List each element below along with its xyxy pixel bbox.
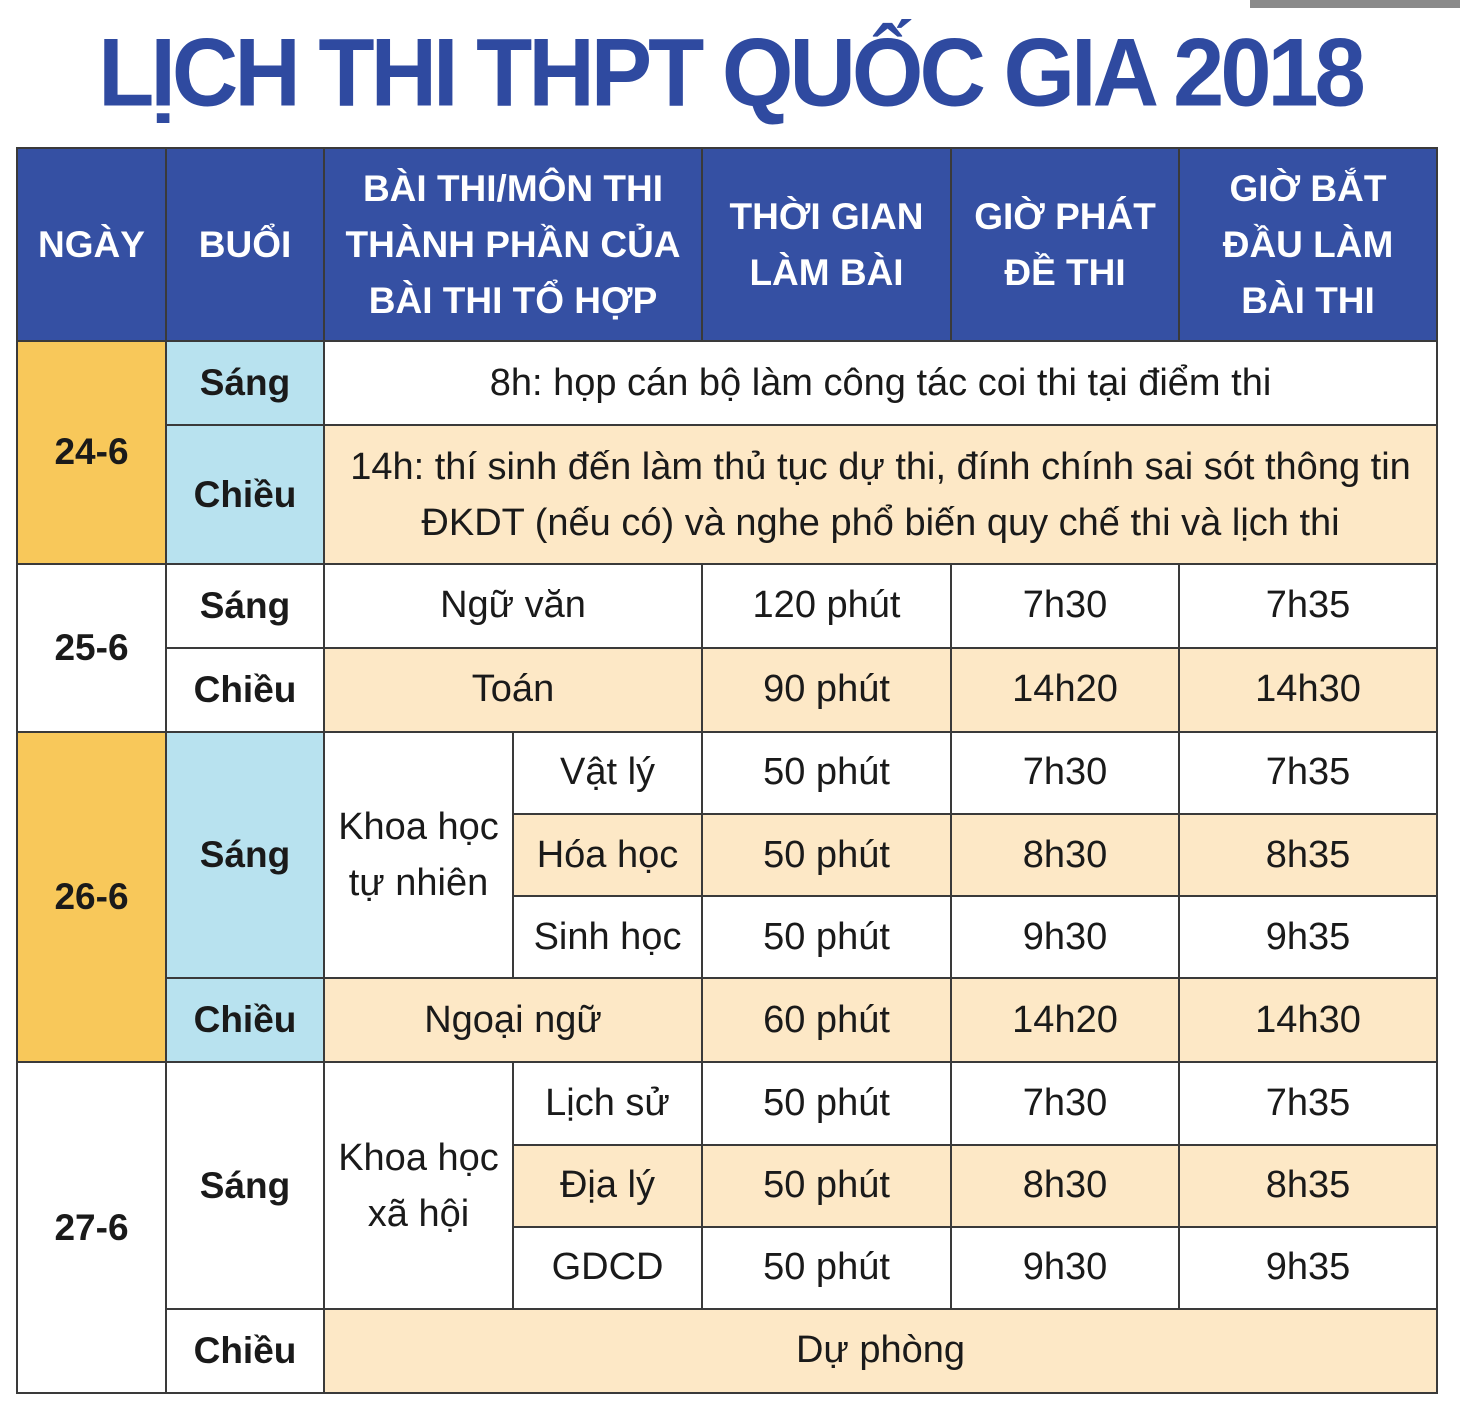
subject-group-line: xã hội [367,1192,470,1235]
header-subject [324,148,702,341]
note-line: ĐKDT (nếu có) và nghe phổ biến quy chế thi và lịch thi [421,501,1340,544]
header-start-line: BÀI THI [1241,279,1375,321]
duration-cell: 60 phút [702,978,951,1062]
duration-cell: 50 phút [702,814,951,896]
subject-cell: Địa lý [513,1145,702,1227]
session-cell: Sáng [166,564,324,648]
exam-schedule-table [16,147,1438,1394]
table-row [17,978,1437,1062]
subject-cell: GDCD [513,1227,702,1309]
duration-cell: 50 phút [702,1227,951,1309]
subject-cell: Sinh học [513,896,702,978]
handout-cell: 7h30 [951,1062,1179,1144]
subject-group-line: tự nhiên [348,862,489,905]
header-handout-line: ĐỀ THI [1004,251,1126,293]
handout-cell: 9h30 [951,1227,1179,1309]
table-row [17,732,1437,814]
day-cell: 24-6 [17,341,166,563]
handout-cell: 8h30 [951,814,1179,896]
start-cell: 9h35 [1179,1227,1437,1309]
note-cell: Dự phòng [324,1309,1437,1393]
subject-cell: Ngoại ngữ [324,978,702,1062]
header-duration-line: LÀM BÀI [749,251,904,293]
start-cell: 14h30 [1179,648,1437,732]
table-row [17,341,1437,425]
table-row [17,564,1437,648]
header-duration [702,148,951,341]
session-cell: Chiều [166,1309,324,1393]
subject-cell: Ngữ văn [324,564,702,648]
day-cell: 26-6 [17,732,166,1063]
handout-cell: 7h30 [951,564,1179,648]
subject-group-line: Khoa học [338,806,499,849]
start-cell: 8h35 [1179,814,1437,896]
handout-cell: 7h30 [951,732,1179,814]
header-handout [951,148,1179,341]
header-day: NGÀY [17,148,166,341]
subject-cell: Vật lý [513,732,702,814]
session-cell: Chiều [166,978,324,1062]
subject-group-cell [324,1062,513,1308]
handout-cell: 14h20 [951,648,1179,732]
duration-cell: 50 phút [702,1062,951,1144]
start-cell: 7h35 [1179,732,1437,814]
duration-cell: 50 phút [702,732,951,814]
start-cell: 7h35 [1179,564,1437,648]
header-subject-line: BÀI THI TỔ HỢP [368,279,658,321]
header-duration-line: THỜI GIAN [729,195,924,237]
subject-group-cell [324,732,513,978]
table-row [17,1062,1437,1144]
note-cell [324,425,1437,563]
note-cell: 8h: họp cán bộ làm công tác coi thi tại điểm thi [324,341,1437,425]
header-subject-line: BÀI THI/MÔN THI [362,167,664,209]
duration-cell: 120 phút [702,564,951,648]
session-cell: Chiều [166,425,324,563]
duration-cell: 50 phút [702,896,951,978]
corner-decoration [1250,0,1460,8]
page-title: LỊCH THI THPT QUỐC GIA 2018 [98,19,1362,127]
duration-cell: 50 phút [702,1145,951,1227]
handout-cell: 8h30 [951,1145,1179,1227]
start-cell: 7h35 [1179,1062,1437,1144]
session-cell: Sáng [166,732,324,978]
header-row [17,148,1437,341]
header-start-line: GIỜ BẮT [1229,167,1387,209]
table-row [17,425,1437,563]
session-cell: Sáng [166,341,324,425]
header-start-line: ĐẦU LÀM [1222,223,1394,265]
start-cell: 8h35 [1179,1145,1437,1227]
subject-cell: Hóa học [513,814,702,896]
header-handout-line: GIỜ PHÁT [974,195,1156,237]
session-cell: Chiều [166,648,324,732]
duration-cell: 90 phút [702,648,951,732]
header-session: BUỔI [166,148,324,341]
note-line: 14h: thí sinh đến làm thủ tục dự thi, đính chính sai sót thông tin [350,445,1411,488]
subject-cell: Toán [324,648,702,732]
table-row [17,648,1437,732]
header-subject-line: THÀNH PHẦN CỦA [345,223,681,265]
handout-cell: 9h30 [951,896,1179,978]
day-cell: 27-6 [17,1062,166,1393]
session-cell: Sáng [166,1062,324,1308]
subject-cell: Lịch sử [513,1062,702,1144]
header-start [1179,148,1437,341]
subject-group-line: Khoa học [338,1136,499,1179]
handout-cell: 14h20 [951,978,1179,1062]
table-row [17,1309,1437,1393]
start-cell: 14h30 [1179,978,1437,1062]
start-cell: 9h35 [1179,896,1437,978]
day-cell: 25-6 [17,564,166,732]
